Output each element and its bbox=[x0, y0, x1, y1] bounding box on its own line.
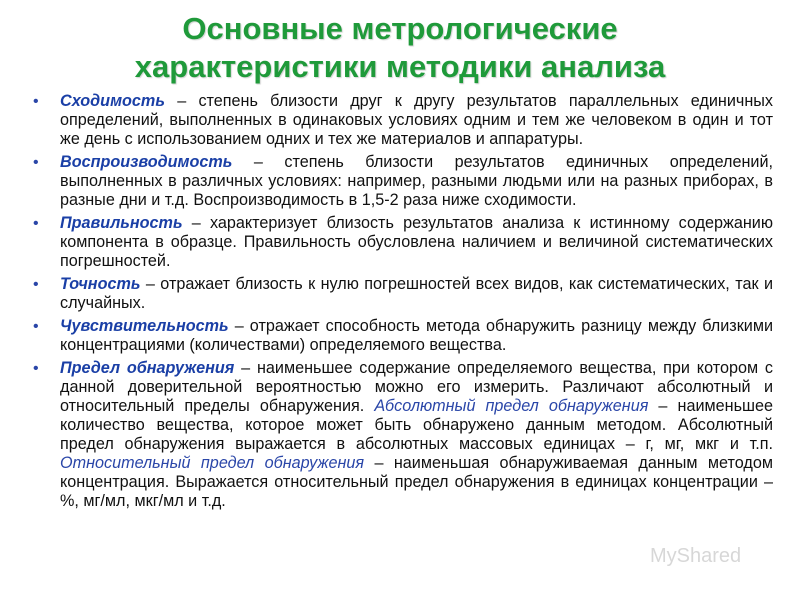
list-item-accuracy bbox=[33, 275, 773, 313]
list-item-correctness bbox=[33, 214, 773, 271]
definition-absolute-detection-limit: – наименьшее количество вещества, которое может быть обнаружено данным методом. Абсолютный предел обнаружения выражается в абсолютных массовых единицах – г, мг, мкг и т.п. bbox=[60, 397, 773, 453]
watermark-logo: MyShared bbox=[650, 545, 742, 567]
bullet-dot-icon: • bbox=[33, 215, 39, 232]
title-line-1: Основные метрологические bbox=[182, 11, 618, 46]
definition-sensitivity: – отражает способность метода обнаружить разницу между близкими концентрациями (количествами) определяемого вещества. bbox=[60, 317, 773, 354]
slide-title bbox=[0, 10, 800, 86]
bullet-dot-icon: • bbox=[33, 360, 39, 377]
term-sensitivity: Чувствительность bbox=[60, 317, 229, 335]
list-item-convergence bbox=[33, 92, 773, 149]
title-line-2: характеристики методики анализа bbox=[134, 49, 666, 84]
bullet-dot-icon: • bbox=[33, 154, 39, 171]
term-relative-detection-limit: Относительный предел обнаружения bbox=[60, 454, 365, 472]
definition-accuracy: – отражает близость к нулю погрешностей всех видов, как систематических, так и случайных. bbox=[60, 275, 773, 312]
bullet-dot-icon: • bbox=[33, 93, 39, 110]
definition-detection-limit: – наименьшее содержание определяемого вещества, при котором с данной доверительной вероятностью можно его измерить. Различают абсолютный и относительный пределы обнаружения. bbox=[60, 359, 773, 415]
list-item-sensitivity bbox=[33, 317, 773, 355]
list-item-detection-limit bbox=[33, 359, 773, 511]
term-accuracy: Точность bbox=[60, 275, 141, 293]
list-item-reproducibility bbox=[33, 153, 773, 210]
definition-convergence: – степень близости друг к другу результатов параллельных единичных определений, выполненных в одинаковых условиях одним и тем же человеком в один и тот же день с использованием одних и тех же материалов и аппаратуры. bbox=[60, 92, 773, 148]
term-reproducibility: Воспроизводимость bbox=[60, 153, 233, 171]
bullet-dot-icon: • bbox=[33, 276, 39, 293]
bullet-dot-icon: • bbox=[33, 318, 39, 335]
definition-relative-detection-limit: – наименьшая обнаруживаемая данным методом концентрация. Выражается относительный предел обнаружения в единицах концентрации – %, мг/мл, мкг/мл и т.д. bbox=[60, 454, 773, 510]
definition-reproducibility: – степень близости результатов единичных определений, выполненных в различных условиях: например, разными людьми или на разных приборах, в разные дни и т.д. Воспроизводимость в 1,5-2 раза ниже сходимости. bbox=[60, 153, 773, 209]
characteristics-list bbox=[33, 92, 773, 515]
definition-correctness: – характеризует близость результатов анализа к истинному содержанию компонента в образце. Правильность обусловлена наличием и величиной систематических погрешностей. bbox=[60, 214, 773, 270]
term-convergence: Сходимость bbox=[60, 92, 165, 110]
term-absolute-detection-limit: Абсолютный предел обнаружения bbox=[374, 397, 649, 415]
term-detection-limit: Предел обнаружения bbox=[60, 359, 235, 377]
term-correctness: Правильность bbox=[60, 214, 183, 232]
